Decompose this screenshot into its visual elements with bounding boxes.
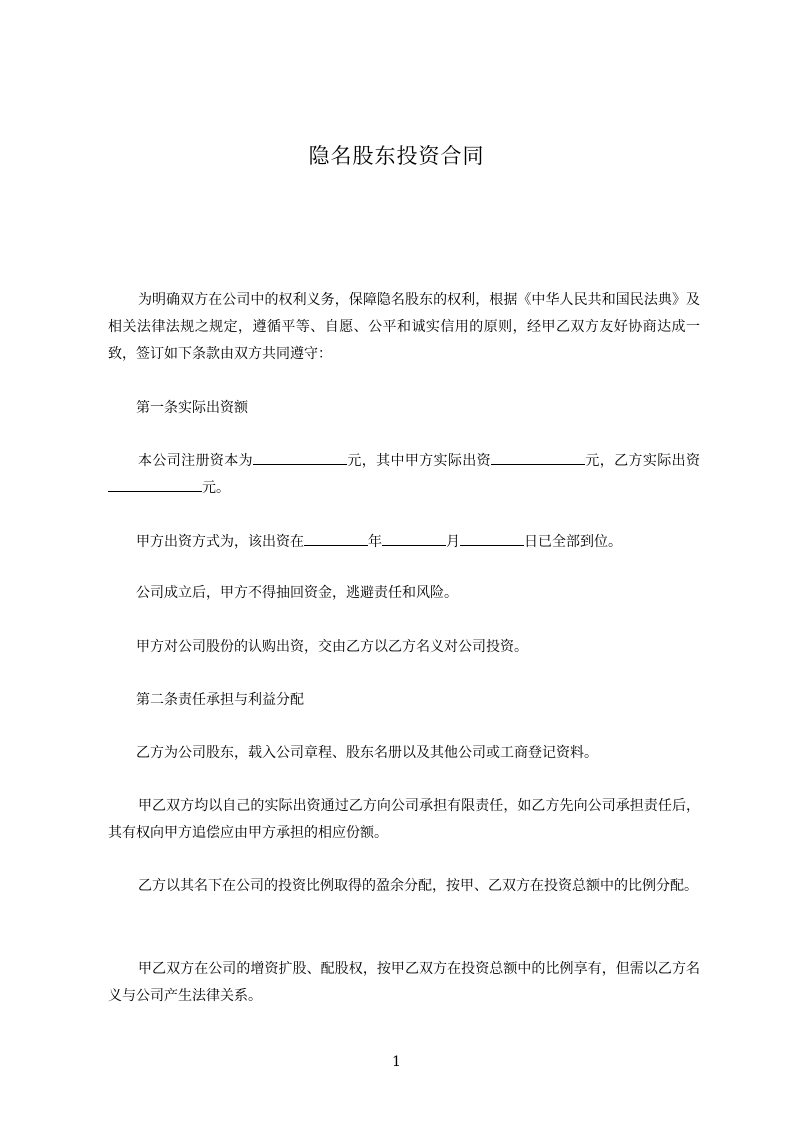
day-label: 日已全部到位。 — [524, 534, 622, 550]
article-1-heading: 第一条实际出资额 — [136, 400, 248, 416]
capital-text-3: 元，乙方实际出资 — [585, 453, 701, 469]
dividend-paragraph: 乙方以其名下在公司的投资比例取得的盈余分配，按甲、乙双方在投资总额中的比例分配。 — [138, 878, 698, 894]
rights-paragraph: 甲乙双方在公司的增资扩股、配股权，按甲乙双方在投资总额中的比例享有，但需以乙方名义与公司产生法律关系。 — [108, 961, 700, 1004]
day-blank — [460, 530, 524, 546]
capital-text-1: 本公司注册资本为 — [138, 453, 253, 469]
capital-text-2: 元，其中甲方实际出资 — [346, 453, 492, 469]
month-label: 月 — [446, 534, 460, 550]
shareholder-paragraph: 乙方为公司股东，载入公司章程、股东名册以及其他公司或工商登记资料。 — [136, 745, 598, 761]
liability-paragraph: 甲乙双方均以自己的实际出资通过乙方向公司承担有限责任，如乙方先向公司承担责任后，其有权向甲方追偿应由甲方承担的相应份额。 — [108, 798, 700, 841]
month-blank — [382, 530, 446, 546]
registered-capital-blank — [253, 449, 347, 465]
year-blank — [304, 530, 368, 546]
capital-text-4: 元。 — [202, 480, 230, 496]
preamble-paragraph: 为明确双方在公司中的权利义务，保障隐名股东的权利，根据《中华人民共和国民法典》及相关法律法规之规定，遵循平等、自愿、公平和诚实信用的原则，经甲乙双方友好协商达成一致，签订如下条款由双方共同遵守： — [108, 292, 700, 362]
document-title: 隐名股东投资合同 — [308, 144, 485, 168]
payment-paragraph — [108, 529, 700, 556]
article-2-heading: 第二条责任承担与利益分配 — [136, 692, 304, 708]
page-number: 1 — [392, 1054, 401, 1070]
subscription-paragraph: 甲方对公司股份的认购出资，交由乙方以乙方名义对公司投资。 — [136, 639, 528, 655]
year-label: 年 — [368, 534, 382, 550]
no-withdraw-paragraph: 公司成立后，甲方不得抽回资金，逃避责任和风险。 — [136, 585, 458, 601]
payment-text-1: 甲方出资方式为，该出资在 — [136, 534, 304, 550]
capital-paragraph — [108, 448, 700, 502]
party-a-capital-blank — [491, 449, 585, 465]
party-b-capital-blank — [108, 476, 202, 492]
